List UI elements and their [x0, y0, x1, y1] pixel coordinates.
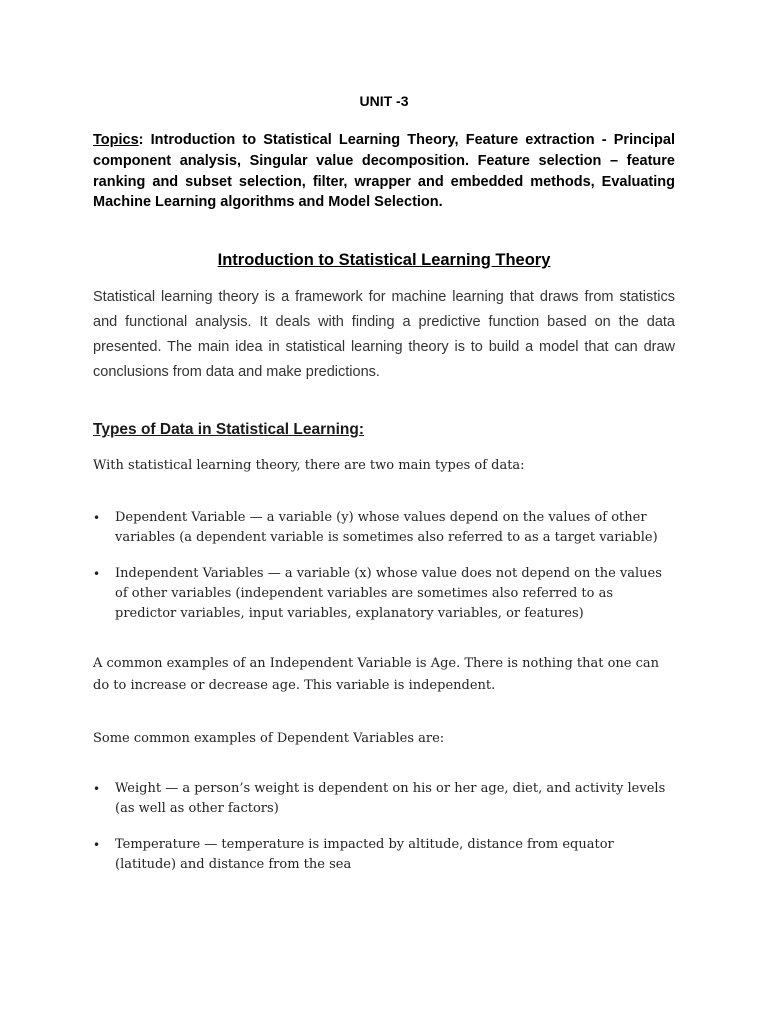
list-item [93, 564, 678, 624]
dependent-intro: Some common examples of Dependent Variables are: [93, 731, 445, 746]
independent-example: A common examples of an Independent Variable is Age. There is nothing that one can do to increase or decrease age. This variable is independent. [93, 656, 660, 693]
topics-label: Topics [93, 132, 139, 148]
list-item [93, 835, 678, 875]
unit-heading: UNIT -3 [359, 93, 409, 109]
list-item-text: Temperature — temperature is impacted by altitude, distance from equator (latitude) and distance from the sea [115, 837, 614, 872]
topics-text: : Introduction to Statistical Learning Theory, Feature extraction - Principal component analysis, Singular value decomposition. Feature selection – feature ranking and subset selection, filter, wrapper and embedded methods, Evaluating Machine Learning algorithms and Model Selection. [93, 132, 675, 211]
topics-paragraph [93, 130, 675, 213]
section-title: Introduction to Statistical Learning Theory [217, 251, 551, 269]
list-item-text: Weight — a person’s weight is dependent on his or her age, diet, and activity levels (as well as other factors) [115, 781, 666, 816]
list-item [93, 508, 678, 548]
types-list [93, 508, 678, 624]
dependent-list [93, 779, 678, 875]
bullet-icon: • [93, 838, 101, 852]
list-item [93, 779, 678, 819]
intro-paragraph: Statistical learning theory is a framework for machine learning that draws from statistics and functional analysis. It deals with finding a predictive function based on the data presented. The main idea in statistical learning theory is to build a model that can draw conclusions from data and make predictions. [93, 289, 675, 380]
bullet-icon: • [93, 782, 101, 796]
list-item-text: Dependent Variable — a variable (y) whose values depend on the values of other variables (a dependent variable is sometimes also referred to as a target variable) [115, 510, 658, 545]
types-heading: Types of Data in Statistical Learning: [93, 421, 365, 438]
bullet-icon: • [93, 567, 101, 581]
list-item-text: Independent Variables — a variable (x) whose value does not depend on the values of other variables (independent variables are sometimes also referred to as predictor variables, input variables, explanatory variables, or features) [115, 566, 662, 621]
bullet-icon: • [93, 511, 101, 525]
types-intro: With statistical learning theory, there are two main types of data: [93, 458, 525, 473]
